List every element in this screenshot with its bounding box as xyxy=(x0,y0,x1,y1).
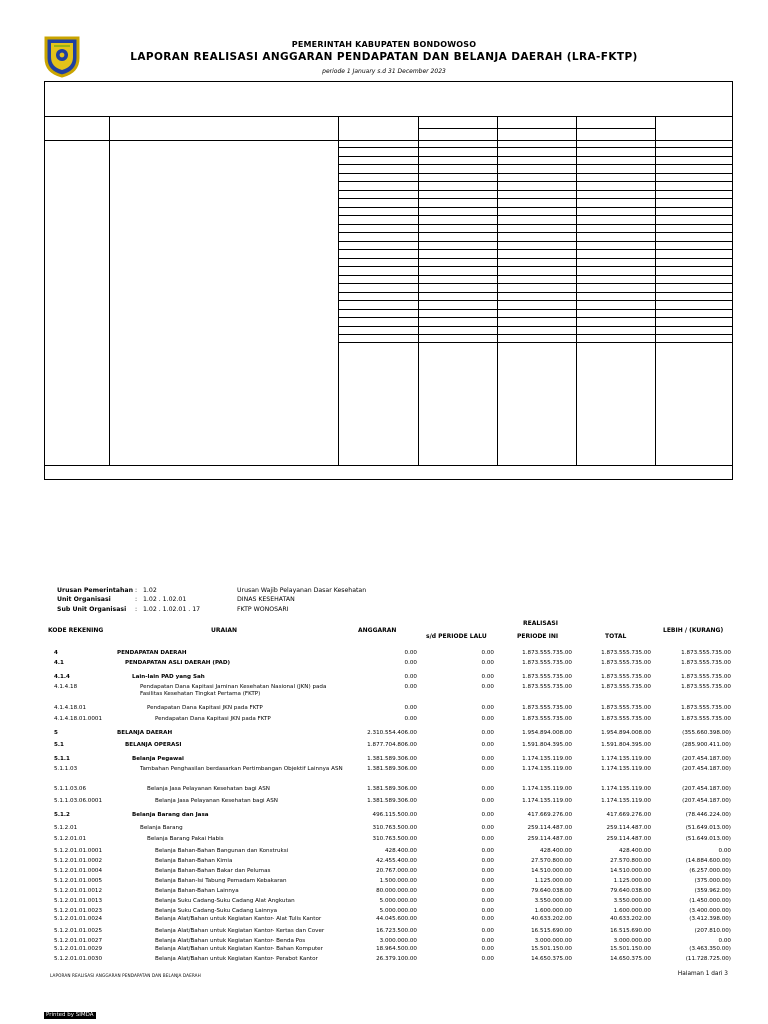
amount-total: 1.873.555.735.00 xyxy=(601,660,651,666)
amount-total: 27.570.800.00 xyxy=(610,858,651,864)
amount-total: 3.000.000.00 xyxy=(613,938,651,944)
amount-anggaran: 428.400.00 xyxy=(384,848,417,854)
grid-line xyxy=(44,116,733,117)
meta-key: Unit Organisasi xyxy=(57,596,111,604)
meta-desc: Urusan Wajib Pelayanan Dasar Kesehatan xyxy=(237,587,367,594)
meta-key: Sub Unit Organisasi xyxy=(57,605,127,613)
amount-anggaran: 80.000.000.00 xyxy=(376,888,417,894)
amount-lalu: 0.00 xyxy=(481,858,494,864)
amount-total: 14.510.000.00 xyxy=(610,868,651,874)
amount-lalu: 0.00 xyxy=(481,956,494,962)
amount-ini: 3.550.000.00 xyxy=(534,898,572,904)
amount-anggaran: 0.00 xyxy=(404,716,417,722)
amount-anggaran: 310.763.500.00 xyxy=(372,825,417,831)
amount-ini: 1.873.555.735.00 xyxy=(522,716,572,722)
account-code: 5.1.2.01.01.0013 xyxy=(54,898,103,904)
meta-code: 1.02 . 1.02.01 . 17 xyxy=(143,605,201,613)
amount-lalu: 0.00 xyxy=(481,716,494,722)
amount-lebih: (355.660.398.00) xyxy=(682,730,731,736)
amount-anggaran: 5.000.000.00 xyxy=(379,908,417,914)
amount-anggaran: 2.310.554.406.00 xyxy=(367,730,417,736)
col-header-total: TOTAL xyxy=(605,633,627,640)
amount-lalu: 0.00 xyxy=(481,650,494,656)
grid-line xyxy=(338,326,733,327)
grid-line xyxy=(338,249,733,250)
account-code: 5.1.2.01.01.0005 xyxy=(54,878,103,884)
amount-lebih: 1.873.555.735.00 xyxy=(681,684,731,690)
account-description: Tambahan Penghasilan berdasarkan Pertimbangan Objektif Lainnya ASN xyxy=(140,766,343,772)
amount-lebih: (3.463.350.00) xyxy=(689,946,731,952)
grid-line xyxy=(655,116,656,465)
account-description: Belanja Bahan-Bahan Bakar dan Pelumas xyxy=(155,868,271,874)
amount-total: 1.591.804.395.00 xyxy=(601,742,651,748)
amount-lebih: 1.873.555.735.00 xyxy=(681,650,731,656)
amount-lalu: 0.00 xyxy=(481,868,494,874)
account-code: 5.1.2.01.01.0024 xyxy=(54,916,103,922)
amount-lebih: 1.873.555.735.00 xyxy=(681,705,731,711)
amount-ini: 40.633.202.00 xyxy=(531,916,572,922)
amount-ini: 1.600.000.00 xyxy=(534,908,572,914)
amount-lalu: 0.00 xyxy=(481,836,494,842)
grid-line xyxy=(338,266,733,267)
account-description: Belanja Suku Cadang-Suku Cadang Lainnya xyxy=(155,908,278,914)
amount-anggaran: 42.455.400.00 xyxy=(376,858,417,864)
grid-line xyxy=(338,275,733,276)
grid-line xyxy=(338,215,733,216)
meta-code: 1.02 xyxy=(143,587,157,594)
amount-total: 1.873.555.735.00 xyxy=(601,705,651,711)
account-description: PENDAPATAN DAERAH xyxy=(117,650,187,656)
amount-lalu: 0.00 xyxy=(481,798,494,804)
account-description: PENDAPATAN ASLI DAERAH (PAD) xyxy=(125,660,231,666)
amount-lalu: 0.00 xyxy=(481,742,494,748)
amount-ini: 1.954.894.008.00 xyxy=(522,730,572,736)
amount-lalu: 0.00 xyxy=(481,928,494,934)
amount-ini: 259.114.487.00 xyxy=(527,836,572,842)
amount-total: 1.873.555.735.00 xyxy=(601,684,651,690)
amount-anggaran: 26.379.100.00 xyxy=(376,956,417,962)
account-description: Belanja Bahan-Bahan Kimia xyxy=(155,858,233,864)
grid-line xyxy=(338,190,733,191)
amount-lalu: 0.00 xyxy=(481,938,494,944)
amount-total: 3.550.000.00 xyxy=(613,898,651,904)
amount-lalu: 0.00 xyxy=(481,878,494,884)
account-code: 5.1.2.01.01.0002 xyxy=(54,858,103,864)
col-header-lalu: s/d PERIODE LALU xyxy=(426,633,487,640)
grid-line xyxy=(338,309,733,310)
grid-line xyxy=(338,317,733,318)
account-code: 5.1.1.03.06.0001 xyxy=(54,798,103,804)
amount-lalu: 0.00 xyxy=(481,898,494,904)
account-description: Pendapatan Dana Kapitasi Jaminan Kesehatan Nasional (JKN) pada Fasilitas Kesehatan Tingkat Pertama (FKTP) xyxy=(140,684,327,697)
account-code: 4.1.4 xyxy=(54,674,70,680)
amount-lebih: 0.00 xyxy=(718,848,731,854)
account-description: Belanja Bahan-Bahan Lainnya xyxy=(155,888,239,894)
account-code: 5.1.2.01.01.0001 xyxy=(54,848,103,854)
amount-lebih: (207.810.00) xyxy=(694,928,731,934)
amount-anggaran: 0.00 xyxy=(404,650,417,656)
amount-lebih: (1.450.000.00) xyxy=(689,898,731,904)
grid-line xyxy=(418,128,655,129)
amount-anggaran: 1.877.704.806.00 xyxy=(367,742,417,748)
report-title: LAPORAN REALISASI ANGGARAN PENDAPATAN DAN BELANJA DAERAH (LRA-FKTP) xyxy=(130,51,638,63)
col-header-periode-ini: PERIODE INI xyxy=(517,633,559,640)
amount-total: 1.873.555.735.00 xyxy=(601,674,651,680)
footer-report-name: LAPORAN REALISASI ANGGARAN PENDAPATAN DAN BELANJA DAERAH xyxy=(50,973,201,978)
amount-ini: 1.873.555.735.00 xyxy=(522,650,572,656)
amount-anggaran: 20.767.000.00 xyxy=(376,868,417,874)
amount-ini: 1.873.555.735.00 xyxy=(522,660,572,666)
amount-lalu: 0.00 xyxy=(481,730,494,736)
amount-lalu: 0.00 xyxy=(481,908,494,914)
account-code: 5.1.2.01.01.0023 xyxy=(54,908,103,914)
amount-ini: 428.400.00 xyxy=(539,848,572,854)
amount-anggaran: 0.00 xyxy=(404,674,417,680)
account-description: Pendapatan Dana Kapitasi JKN pada FKTP xyxy=(155,716,271,722)
amount-ini: 417.669.276.00 xyxy=(527,812,572,818)
grid-line xyxy=(338,300,733,301)
amount-total: 259.114.487.00 xyxy=(606,836,651,842)
report-organization: PEMERINTAH KABUPATEN BONDOWOSO xyxy=(291,40,477,49)
account-description: Belanja Bahan-Isi Tabung Pemadam Kebakaran xyxy=(155,878,287,884)
report-period: periode 1 January s.d 31 December 2023 xyxy=(322,68,446,75)
amount-ini: 79.640.038.00 xyxy=(531,888,572,894)
grid-line xyxy=(338,283,733,284)
amount-lebih: (78.446.224.00) xyxy=(685,812,731,818)
amount-anggaran: 496.115.500.00 xyxy=(372,812,417,818)
amount-total: 1.125.000.00 xyxy=(613,878,651,884)
account-code: 5.1.2.01.01.0004 xyxy=(54,868,103,874)
amount-anggaran: 1.500.000.00 xyxy=(379,878,417,884)
amount-total: 1.174.135.119.00 xyxy=(601,766,651,772)
account-description: Pendapatan Dana Kapitasi JKN pada FKTP xyxy=(147,705,263,711)
account-code: 4.1.4.18 xyxy=(54,684,78,690)
account-description: Belanja Alat/Bahan untuk Kegiatan Kantor- Perabot Kantor xyxy=(155,956,318,962)
amount-lalu: 0.00 xyxy=(481,825,494,831)
account-code: 5.1.2.01.01 xyxy=(54,836,87,842)
account-description: Belanja Jasa Pelayanan Kesehatan bagi ASN xyxy=(147,786,270,792)
account-description: Belanja Barang Pakai Habis xyxy=(147,836,224,842)
grid-line xyxy=(338,258,733,259)
account-description: Belanja Pegawai xyxy=(132,756,184,762)
amount-total: 1.174.135.119.00 xyxy=(601,756,651,762)
amount-ini: 1.174.135.119.00 xyxy=(522,766,572,772)
amount-lebih: (207.454.187.00) xyxy=(682,766,731,772)
print-stamp: Printed by SIMDA xyxy=(46,1012,94,1018)
amount-total: 16.515.690.00 xyxy=(610,928,651,934)
amount-lalu: 0.00 xyxy=(481,812,494,818)
grid-line xyxy=(338,173,733,174)
account-description: Belanja Alat/Bahan untuk Kegiatan Kantor- Kertas dan Cover xyxy=(155,928,325,934)
amount-anggaran: 18.964.500.00 xyxy=(376,946,417,952)
amount-anggaran: 0.00 xyxy=(404,660,417,666)
amount-lalu: 0.00 xyxy=(481,660,494,666)
amount-lebih: (6.257.000.00) xyxy=(689,868,731,874)
amount-anggaran: 44.045.600.00 xyxy=(376,916,417,922)
meta-desc: FKTP WONOSARI xyxy=(237,605,289,613)
amount-ini: 1.873.555.735.00 xyxy=(522,674,572,680)
amount-total: 417.669.276.00 xyxy=(606,812,651,818)
amount-lalu: 0.00 xyxy=(481,756,494,762)
amount-ini: 1.873.555.735.00 xyxy=(522,684,572,690)
amount-lebih: (11.728.725.00) xyxy=(685,956,731,962)
grid-line xyxy=(338,156,733,157)
col-header-anggaran: ANGGARAN xyxy=(358,627,397,634)
amount-ini: 1.174.135.119.00 xyxy=(522,756,572,762)
grid-line xyxy=(44,140,733,141)
account-description: Belanja Alat/Bahan untuk Kegiatan Kantor- Benda Pos xyxy=(155,938,306,944)
grid-line xyxy=(338,342,733,343)
meta-key: Urusan Pemerintahan xyxy=(57,587,133,594)
account-code: 5.1.1.03.06 xyxy=(54,786,87,792)
amount-lebih: (51.649.013.00) xyxy=(685,836,731,842)
grid-line xyxy=(338,198,733,199)
amount-lebih: (14.884.600.00) xyxy=(685,858,731,864)
grid-line xyxy=(338,207,733,208)
account-code: 4.1 xyxy=(54,660,64,666)
account-description: Belanja Suku Cadang-Suku Cadang Alat Angkutan xyxy=(155,898,295,904)
grid-line xyxy=(418,116,419,465)
amount-ini: 16.515.690.00 xyxy=(531,928,572,934)
grid-line xyxy=(338,292,733,293)
account-code: 4.1.4.18.01 xyxy=(54,705,87,711)
account-description: BELANJA OPERASI xyxy=(125,742,182,748)
amount-ini: 27.570.800.00 xyxy=(531,858,572,864)
account-code: 5.1.2.01.01.0029 xyxy=(54,946,103,952)
amount-ini: 14.510.000.00 xyxy=(531,868,572,874)
grid-line xyxy=(338,241,733,242)
grid-line xyxy=(338,147,733,148)
amount-total: 1.873.555.735.00 xyxy=(601,650,651,656)
amount-lebih: (359.962.00) xyxy=(694,888,731,894)
amount-anggaran: 1.381.589.306.00 xyxy=(367,798,417,804)
amount-total: 1.174.135.119.00 xyxy=(601,786,651,792)
grid-line xyxy=(44,465,733,466)
amount-anggaran: 1.381.589.306.00 xyxy=(367,756,417,762)
account-code: 5.1.2.01 xyxy=(54,825,78,831)
amount-ini: 1.591.804.395.00 xyxy=(522,742,572,748)
col-header-uraian: URAIAN xyxy=(211,627,238,634)
page-number: Halaman 1 dari 3 xyxy=(677,971,728,977)
amount-lalu: 0.00 xyxy=(481,946,494,952)
amount-ini: 1.125.000.00 xyxy=(534,878,572,884)
account-code: 5.1 xyxy=(54,742,64,748)
amount-total: 428.400.00 xyxy=(618,848,651,854)
grid-line xyxy=(338,232,733,233)
grid-line xyxy=(338,116,339,465)
amount-lalu: 0.00 xyxy=(481,786,494,792)
account-code: 5.1.1 xyxy=(54,756,70,762)
amount-lebih: (207.454.187.00) xyxy=(682,786,731,792)
amount-total: 1.954.894.008.00 xyxy=(601,730,651,736)
account-code: 4.1.4.18.01.0001 xyxy=(54,716,103,722)
col-header-realisasi: REALISASI xyxy=(523,620,558,627)
account-code: 5 xyxy=(54,730,58,736)
amount-lebih: 1.873.555.735.00 xyxy=(681,674,731,680)
account-code: 5.1.2.01.01.0012 xyxy=(54,888,103,894)
amount-anggaran: 310.763.500.00 xyxy=(372,836,417,842)
account-code: 5.1.2.01.01.0027 xyxy=(54,938,103,944)
amount-anggaran: 5.000.000.00 xyxy=(379,898,417,904)
amount-lalu: 0.00 xyxy=(481,888,494,894)
amount-lebih: 0.00 xyxy=(718,938,731,944)
amount-lebih: (51.649.013.00) xyxy=(685,825,731,831)
amount-anggaran: 0.00 xyxy=(404,705,417,711)
amount-ini: 1.174.135.119.00 xyxy=(522,786,572,792)
amount-lalu: 0.00 xyxy=(481,684,494,690)
grid-line xyxy=(338,224,733,225)
amount-lalu: 0.00 xyxy=(481,674,494,680)
account-code: 5.1.1.03 xyxy=(54,766,78,772)
amount-ini: 1.873.555.735.00 xyxy=(522,705,572,711)
amount-total: 259.114.487.00 xyxy=(606,825,651,831)
account-description: Lain-lain PAD yang Sah xyxy=(132,674,205,680)
col-header-kode: KODE REKENING xyxy=(48,627,104,634)
account-description: BELANJA DAERAH xyxy=(117,730,173,736)
amount-anggaran: 0.00 xyxy=(404,684,417,690)
amount-ini: 3.000.000.00 xyxy=(534,938,572,944)
grid-line xyxy=(338,181,733,182)
amount-anggaran: 1.381.589.306.00 xyxy=(367,786,417,792)
amount-anggaran: 1.381.589.306.00 xyxy=(367,766,417,772)
amount-total: 1.174.135.119.00 xyxy=(601,798,651,804)
meta-code: 1.02 . 1.02.01 xyxy=(143,596,187,604)
amount-total: 40.633.202.00 xyxy=(610,916,651,922)
account-description: Belanja Jasa Pelayanan Kesehatan bagi ASN xyxy=(155,798,278,804)
amount-lebih: (207.454.187.00) xyxy=(682,798,731,804)
amount-lebih: 1.873.555.735.00 xyxy=(681,716,731,722)
amount-lebih: (3.400.000.00) xyxy=(689,908,731,914)
account-code: 5.1.2.01.01.0025 xyxy=(54,928,103,934)
amount-lalu: 0.00 xyxy=(481,766,494,772)
amount-lebih: (3.412.398.00) xyxy=(689,916,731,922)
account-description: Belanja Barang dan Jasa xyxy=(132,812,209,818)
grid-line xyxy=(576,116,577,465)
amount-total: 14.650.375.00 xyxy=(610,956,651,962)
amount-lalu: 0.00 xyxy=(481,916,494,922)
grid-line xyxy=(109,116,110,465)
amount-total: 1.873.555.735.00 xyxy=(601,716,651,722)
amount-anggaran: 3.000.000.00 xyxy=(379,938,417,944)
account-description: Belanja Bahan-Bahan Bangunan dan Konstruksi xyxy=(155,848,289,854)
amount-lebih: (285.900.411.00) xyxy=(682,742,731,748)
amount-ini: 1.174.135.119.00 xyxy=(522,798,572,804)
amount-total: 1.600.000.00 xyxy=(613,908,651,914)
grid-line xyxy=(338,334,733,335)
amount-lebih: (207.454.187.00) xyxy=(682,756,731,762)
amount-total: 15.501.150.00 xyxy=(610,946,651,952)
amount-ini: 14.650.375.00 xyxy=(531,956,572,962)
grid-line xyxy=(497,116,498,465)
amount-total: 79.640.038.00 xyxy=(610,888,651,894)
amount-ini: 259.114.487.00 xyxy=(527,825,572,831)
col-header-lebih-kurang: LEBIH / (KURANG) xyxy=(663,627,724,634)
amount-ini: 15.501.150.00 xyxy=(531,946,572,952)
amount-lebih: 1.873.555.735.00 xyxy=(681,660,731,666)
amount-lalu: 0.00 xyxy=(481,848,494,854)
amount-anggaran: 16.723.500.00 xyxy=(376,928,417,934)
amount-lalu: 0.00 xyxy=(481,705,494,711)
account-description: Belanja Alat/Bahan untuk Kegiatan Kantor- Alat Tulis Kantor xyxy=(155,916,322,922)
account-description: Belanja Barang xyxy=(140,825,183,831)
amount-lebih: (375.000.00) xyxy=(694,878,731,884)
account-code: 5.1.2 xyxy=(54,812,70,818)
account-description: Belanja Alat/Bahan untuk Kegiatan Kantor- Bahan Komputer xyxy=(155,946,323,952)
account-code: 5.1.2.01.01.0030 xyxy=(54,956,103,962)
account-code: 4 xyxy=(54,650,58,656)
grid-line xyxy=(338,164,733,165)
meta-desc: DINAS KESEHATAN xyxy=(237,596,295,604)
